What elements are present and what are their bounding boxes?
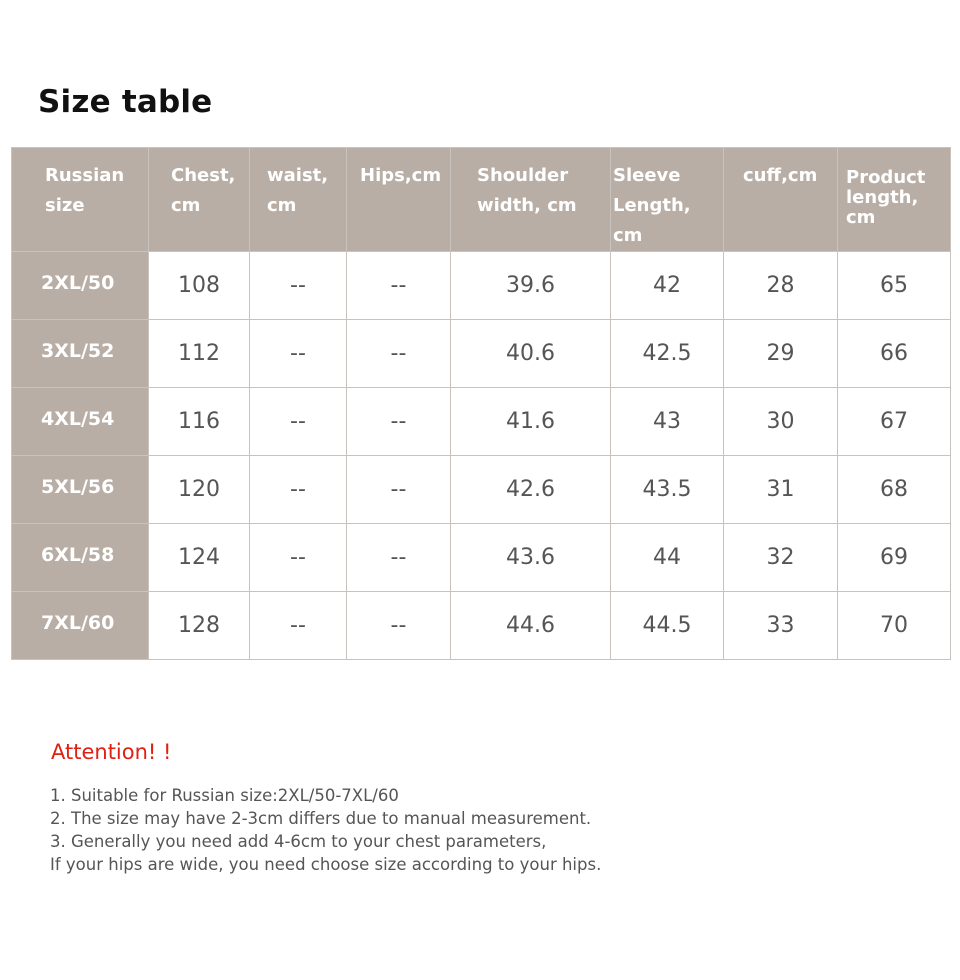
waist-cell: --: [250, 252, 347, 320]
waist-cell: --: [250, 388, 347, 456]
hips-cell: --: [347, 456, 451, 524]
table-row: [12, 592, 951, 660]
note-line: 2. The size may have 2-3cm differs due to manual measurement.: [50, 809, 592, 828]
chest-cell: 112: [149, 320, 250, 388]
header-waist: waist, cm: [250, 148, 347, 252]
size-cell: 2XL/50: [12, 252, 149, 320]
table-row: [12, 456, 951, 524]
cuff-cell: 32: [724, 524, 838, 592]
product-length-cell: 69: [838, 524, 951, 592]
size-cell: 7XL/60: [12, 592, 149, 660]
sleeve-cell: 42.5: [611, 320, 724, 388]
waist-cell: --: [250, 524, 347, 592]
header-shoulder-width: Shoulder width, cm: [451, 148, 611, 252]
cuff-cell: 29: [724, 320, 838, 388]
shoulder-cell: 42.6: [451, 456, 611, 524]
cuff-cell: 28: [724, 252, 838, 320]
page-title: Size table: [38, 84, 213, 120]
waist-cell: --: [250, 456, 347, 524]
chest-cell: 128: [149, 592, 250, 660]
note-line: If your hips are wide, you need choose size according to your hips.: [50, 855, 602, 874]
cuff-cell: 33: [724, 592, 838, 660]
header-hips: Hips,cm: [347, 148, 451, 252]
sleeve-cell: 43.5: [611, 456, 724, 524]
table-row: [12, 320, 951, 388]
product-length-cell: 70: [838, 592, 951, 660]
chest-cell: 120: [149, 456, 250, 524]
header-sleeve-length: Sleeve Length, cm: [611, 148, 724, 252]
cuff-cell: 31: [724, 456, 838, 524]
sleeve-cell: 44.5: [611, 592, 724, 660]
header-row: [12, 148, 951, 252]
shoulder-cell: 41.6: [451, 388, 611, 456]
shoulder-cell: 44.6: [451, 592, 611, 660]
header-russian-size: Russian size: [12, 148, 149, 252]
chest-cell: 108: [149, 252, 250, 320]
header-product-length: Product length, cm: [838, 148, 951, 252]
sleeve-cell: 43: [611, 388, 724, 456]
chest-cell: 116: [149, 388, 250, 456]
waist-cell: --: [250, 592, 347, 660]
product-length-cell: 66: [838, 320, 951, 388]
shoulder-cell: 40.6: [451, 320, 611, 388]
product-length-cell: 67: [838, 388, 951, 456]
product-length-cell: 68: [838, 456, 951, 524]
note-line: 1. Suitable for Russian size:2XL/50-7XL/60: [50, 786, 399, 805]
cuff-cell: 30: [724, 388, 838, 456]
size-cell: 5XL/56: [12, 456, 149, 524]
size-table: [11, 147, 951, 660]
hips-cell: --: [347, 320, 451, 388]
chest-cell: 124: [149, 524, 250, 592]
table-row: [12, 388, 951, 456]
header-cuff: cuff,cm: [724, 148, 838, 252]
size-cell: 6XL/58: [12, 524, 149, 592]
shoulder-cell: 39.6: [451, 252, 611, 320]
size-cell: 3XL/52: [12, 320, 149, 388]
header-chest: Chest, cm: [149, 148, 250, 252]
size-cell: 4XL/54: [12, 388, 149, 456]
shoulder-cell: 43.6: [451, 524, 611, 592]
note-line: 3. Generally you need add 4-6cm to your chest parameters,: [50, 832, 547, 851]
sleeve-cell: 42: [611, 252, 724, 320]
hips-cell: --: [347, 388, 451, 456]
attention-heading: Attention! !: [51, 740, 172, 764]
hips-cell: --: [347, 592, 451, 660]
waist-cell: --: [250, 320, 347, 388]
product-length-cell: 65: [838, 252, 951, 320]
table-row: [12, 252, 951, 320]
table-row: [12, 524, 951, 592]
sleeve-cell: 44: [611, 524, 724, 592]
hips-cell: --: [347, 524, 451, 592]
hips-cell: --: [347, 252, 451, 320]
notes-section: [50, 740, 601, 876]
